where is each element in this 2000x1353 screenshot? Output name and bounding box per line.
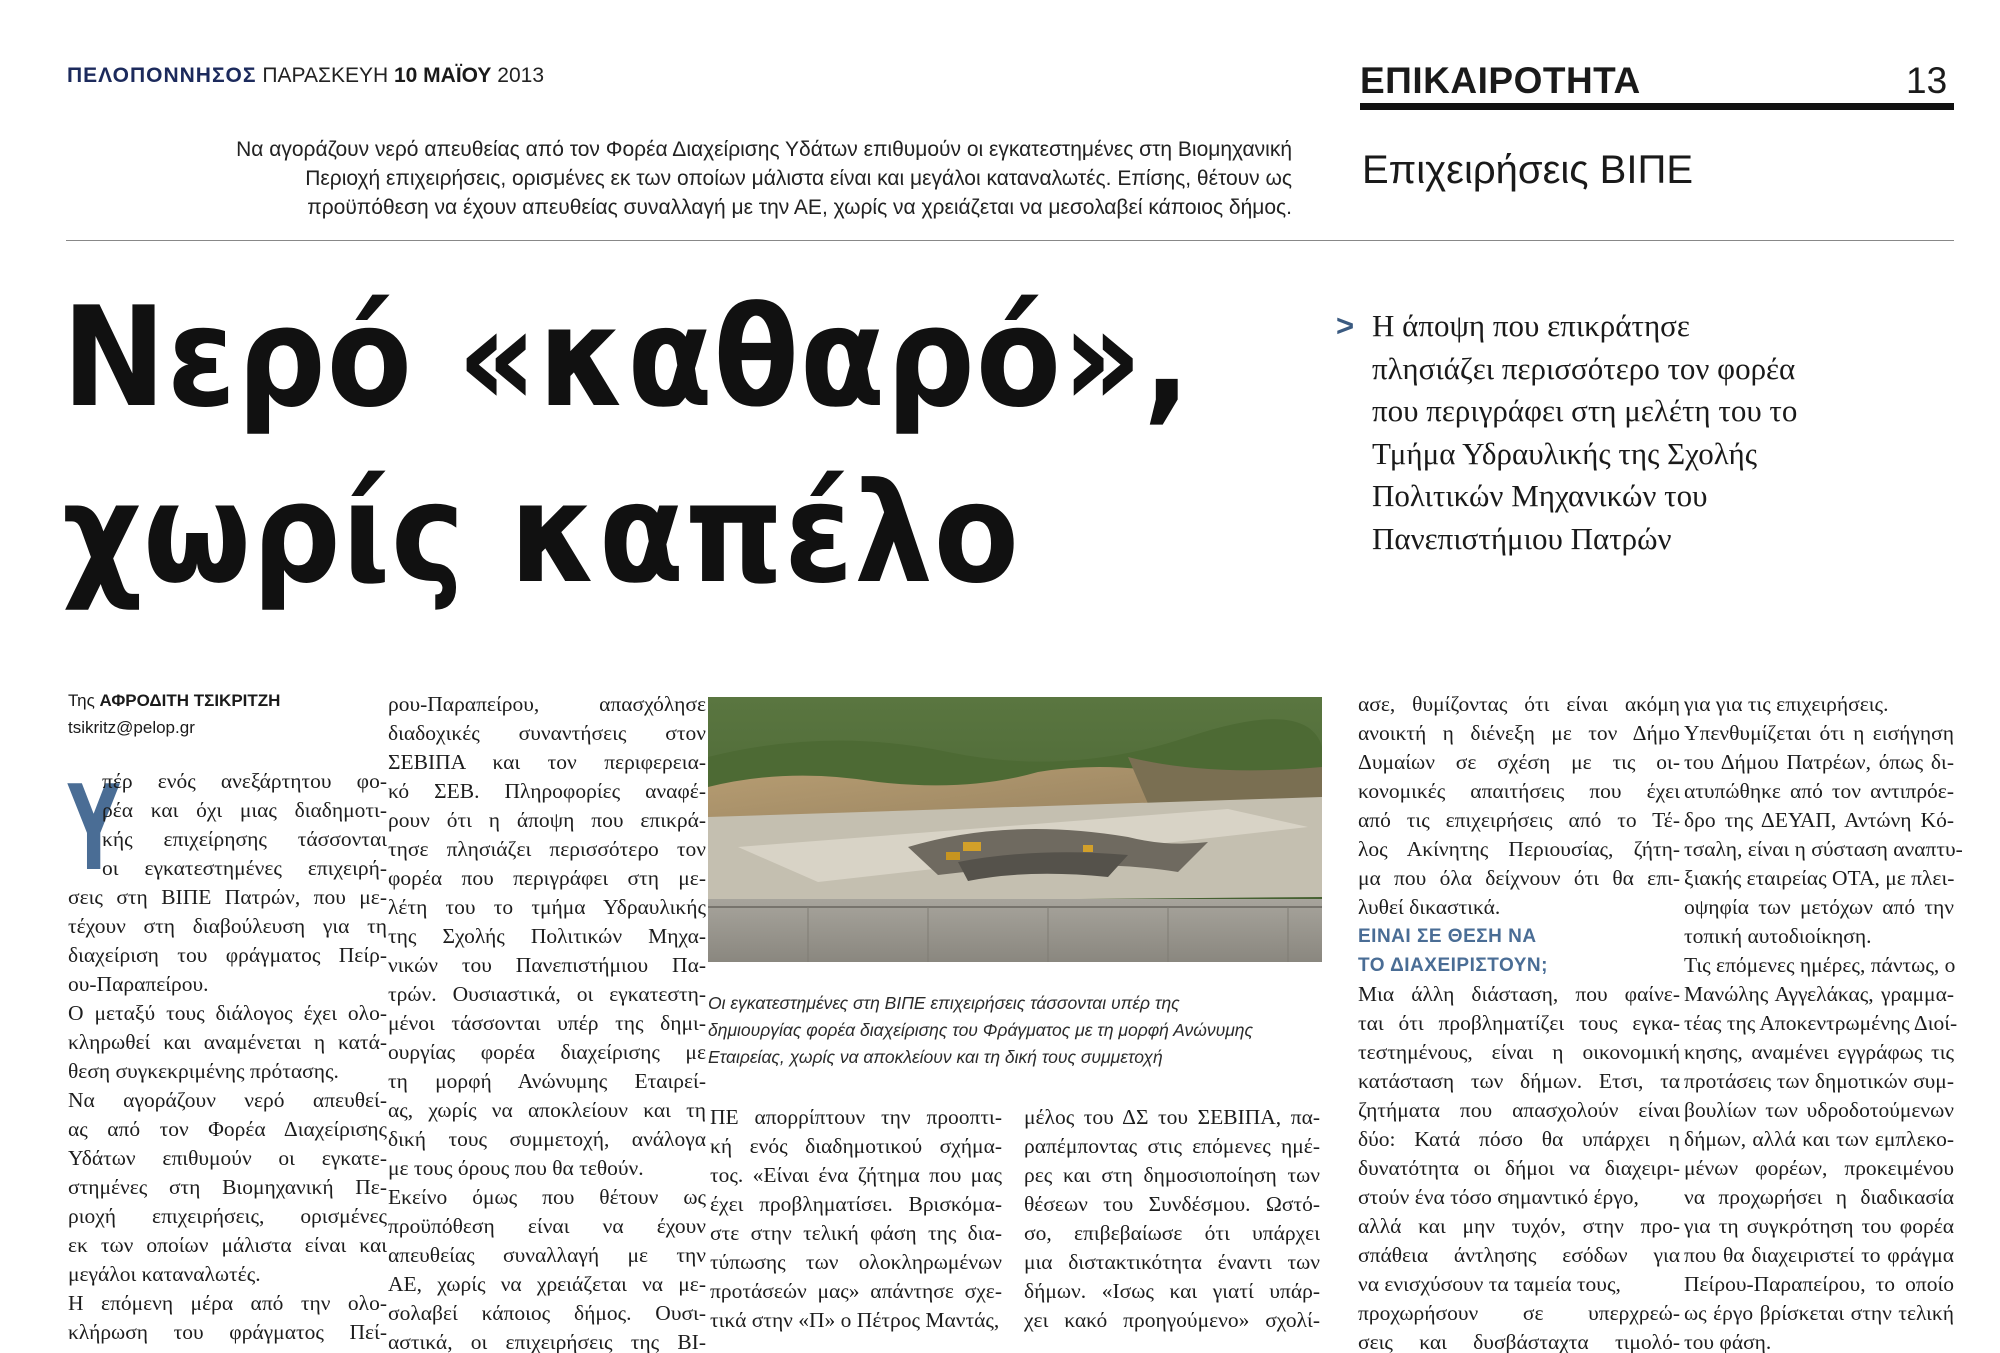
pull-quote-line: πλησιάζει περισσότερο τον φορέα bbox=[1372, 350, 1796, 386]
caption-line: Εταιρείας, χωρίς να αποκλείουν και τη δική τους συμμετοχή bbox=[708, 1047, 1163, 1067]
text-line: στημένες στη Βιομηχανική Πε- bbox=[68, 1175, 387, 1199]
text-line: δύο: Κατά πόσο θα υπάρχει η bbox=[1358, 1127, 1680, 1151]
text-line: ως έργο βρίσκεται στην τελική bbox=[1684, 1301, 1954, 1325]
subhead-line: ΕΙΝΑΙ ΣΕ ΘΕΣΗ ΝΑ bbox=[1358, 926, 1537, 947]
text-line: της Σχολής Πολιτικών Μηχα- bbox=[388, 924, 706, 948]
text-line: κονομικές απαιτήσεις που έχει bbox=[1358, 779, 1680, 803]
text-line: σο, επιβεβαίωσε ότι υπάρχει bbox=[1024, 1221, 1320, 1245]
text-line: προχωρήσουν σε υπερχρεώ- bbox=[1358, 1301, 1680, 1325]
text-line: αστικά, οι επιχειρήσεις της ΒΙ- bbox=[388, 1330, 706, 1353]
text-line: λυθεί δικαστικά. bbox=[1358, 895, 1501, 919]
text-line: Ο μεταξύ τους διάλογος έχει ολο- bbox=[68, 1001, 387, 1025]
text-line: Μια άλλη διάσταση, που φαίνε- bbox=[1358, 982, 1680, 1006]
section-subhead bbox=[1358, 922, 1680, 980]
text-line: ανοικτή η διένεξη με τον Δήμο bbox=[1358, 721, 1680, 745]
text-line: τεστημένους, είναι η οικονομική bbox=[1358, 1040, 1680, 1064]
text-line: κής επιχείρησης τάσσονται bbox=[102, 827, 387, 851]
text-line: Εκείνο όμως που θέτουν ως bbox=[388, 1185, 706, 1209]
text-line: ται ότι προβληματίζει τους εγκα- bbox=[1358, 1011, 1680, 1035]
text-line: ΑΕ, χωρίς να χρειάζεται να με- bbox=[388, 1272, 706, 1296]
headline-line: Νερό «καθαρό», bbox=[62, 277, 1192, 438]
text-line: φορέα που περιγράφει στη με- bbox=[388, 866, 706, 890]
text-line: τύπωσης των ολοκληρωμένων bbox=[710, 1250, 1002, 1274]
text-line: Τις επόμενες ημέρες, πάντως, ο bbox=[1684, 953, 1956, 977]
text-line: Υπενθυμίζεται ότι η εισήγηση bbox=[1684, 721, 1954, 745]
text-line: εκ των οποίων μάλιστα είναι και bbox=[68, 1233, 387, 1257]
byline-author: ΑΦΡΟΔΙΤΗ ΤΣΙΚΡΙΤΖΗ bbox=[99, 691, 281, 710]
text-line: Μανώλης Αγγελάκας, γραμμα- bbox=[1684, 982, 1954, 1006]
text-line: τσαλη, είναι η σύσταση αναπτυ- bbox=[1684, 837, 1963, 861]
pull-quote bbox=[1336, 305, 1880, 560]
text-line: σπάθεια άντλησης εσόδων για bbox=[1358, 1243, 1680, 1267]
text-line: κή ενός διαδημοτικού σχήμα- bbox=[710, 1134, 1002, 1158]
text-line: διαδοχικές συναντήσεις στον bbox=[388, 721, 706, 745]
text-line: του φάση. bbox=[1684, 1330, 1772, 1353]
text-line: ατυπώθηκε από τον αντιπρόε- bbox=[1684, 779, 1954, 803]
text-line: ρουν ότι η άποψη που επικρά- bbox=[388, 808, 706, 832]
text-line: σεις στη ΒΙΠΕ Πατρών, που με- bbox=[68, 885, 387, 909]
text-line: κησης, αναμένει εγγράφως τις bbox=[1684, 1040, 1954, 1064]
text-line: χει κακό προηγούμενο» σχολί- bbox=[1024, 1308, 1320, 1332]
text-line: από τις επιχειρήσεις από το Τέ- bbox=[1358, 808, 1680, 832]
text-line: Η επόμενη μέρα από την ολο- bbox=[68, 1291, 387, 1315]
section-title: ΕΠΙΚΑΙΡΟΤΗΤΑ bbox=[1360, 60, 1641, 101]
subhead-line: ΤΟ ΔΙΑΧΕΙΡΙΣΤΟΥΝ; bbox=[1358, 955, 1548, 976]
issue-date: 10 ΜΑΪΟΥ bbox=[393, 64, 492, 87]
page-number: 13 bbox=[1906, 60, 1948, 101]
text-line: ας από τον Φορέα Διαχείρισης bbox=[68, 1117, 387, 1141]
text-line: μεγάλοι καταναλωτές. bbox=[68, 1262, 261, 1286]
text-line: προϋπόθεση είναι να έχουν bbox=[388, 1214, 706, 1238]
text-line: ζητήματα που απασχολούν είναι bbox=[1358, 1098, 1680, 1122]
text-line: τη μορφή Ανώνυμης Εταιρεί- bbox=[388, 1069, 706, 1093]
text-line: κό ΣΕΒ. Πληροφορίες αναφέ- bbox=[388, 779, 706, 803]
author-email[interactable]: tsikritz@pelop.gr bbox=[68, 718, 195, 737]
intro-line: Περιοχή επιχειρήσεις, ορισμένες εκ των οποίων μάλιστα είναι και μεγάλοι καταναλωτές. Επίσης, θέτουν ως bbox=[305, 167, 1292, 190]
text-line: προτάσεις των δημοτικών συμ- bbox=[1684, 1069, 1954, 1093]
text-line: προτάσεών μας» απάντησε σχε- bbox=[710, 1279, 1002, 1303]
text-line: Υδάτων επιθυμούν οι εγκατε- bbox=[68, 1146, 387, 1170]
text-line: ασε, θυμίζοντας ότι είναι ακόμη bbox=[1358, 692, 1680, 716]
text-line: βουλίων των υδροδοτούμενων bbox=[1684, 1098, 1954, 1122]
text-line: μέλος του ΔΣ του ΣΕΒΙΠΑ, πα- bbox=[1024, 1105, 1320, 1129]
dam-photo bbox=[708, 697, 1322, 962]
text-line: τικά στην «Π» ο Πέτρος Μαντάς, bbox=[710, 1308, 1000, 1332]
text-line: ας, χωρίς να αποκλείουν και τη bbox=[388, 1098, 706, 1122]
text-line: τέας της Αποκεντρωμένης Διοί- bbox=[1684, 1011, 1958, 1035]
text-line: δήμων. «Ισως και γιατί υπάρ- bbox=[1024, 1279, 1320, 1303]
intro-line: προϋπόθεση να έχουν απευθείας συναλλαγή με την ΑΕ, χωρίς να χρειάζεται να μεσολαβεί κάποιος δήμος. bbox=[307, 196, 1292, 219]
pull-quote-line: Πολιτικών Μηχανικών του bbox=[1372, 478, 1708, 513]
text-line: τησε πλησιάζει περισσότερο τον bbox=[388, 837, 706, 861]
text-line: τέχουν στη διαβούλευση για τη bbox=[68, 914, 387, 938]
header-divider bbox=[66, 240, 1954, 241]
text-line: δυνατότητα οι δήμοι να διαχειρι- bbox=[1358, 1156, 1680, 1180]
text-line: ραπέμποντας στις επόμενες ημέ- bbox=[1024, 1134, 1320, 1158]
article-column-2 bbox=[388, 690, 706, 1353]
text-line: Δυμαίων σε σχέση με τις οι- bbox=[1358, 750, 1680, 774]
text-line: λέτη του το τμήμα Υδραυλικής bbox=[388, 895, 706, 919]
newspaper-name: ΠΕΛΟΠΟΝΝΗΣΟΣ bbox=[67, 64, 257, 87]
text-line: για τη συγκρότηση του φορέα bbox=[1684, 1214, 1954, 1238]
drop-cap: Υ bbox=[68, 759, 120, 897]
subsection-title: Επιχειρήσεις ΒΙΠΕ bbox=[1362, 148, 1694, 192]
article-column-4 bbox=[1358, 690, 1680, 1353]
byline-prefix: Της bbox=[68, 691, 95, 710]
text-line: στε στην τελική φάση της δια- bbox=[710, 1221, 1002, 1245]
text-line: ΠΕ απορρίπτουν την προοπτι- bbox=[710, 1105, 1002, 1129]
section-rule bbox=[1360, 103, 1954, 110]
text-line: θεση συγκεκριμένης πρότασης. bbox=[68, 1059, 339, 1083]
pull-quote-line: Τμήμα Υδραυλικής της Σχολής bbox=[1372, 435, 1757, 471]
headline-line: χωρίς καπέλο bbox=[62, 453, 1020, 614]
text-line: ρες και στη δημοσιοποίηση των bbox=[1024, 1163, 1320, 1187]
article-column-3a bbox=[710, 1103, 1002, 1335]
caption-line: Οι εγκατεστημένες στη ΒΙΠΕ επιχειρήσεις τάσσονται υπέρ της bbox=[708, 993, 1180, 1013]
article-headline bbox=[62, 270, 1362, 622]
issue-year: 2013 bbox=[497, 64, 544, 87]
text-line: ΣΕΒΙΠΑ και τον περιφερεια- bbox=[388, 750, 706, 774]
text-line: ξιακής εταιρείας ΟΤΑ, με πλει- bbox=[1684, 866, 1955, 890]
text-line: ρέα και όχι μιας διαδημοτι- bbox=[102, 798, 387, 822]
text-line: αλλά και μην τυχόν, στην προ- bbox=[1358, 1214, 1680, 1238]
intro-line: Να αγοράζουν νερό απευθείας από τον Φορέα Διαχείρισης Υδάτων επιθυμούν οι εγκατεστημένες στη Βιομηχανική bbox=[236, 138, 1292, 161]
article-column-3b bbox=[1024, 1103, 1320, 1335]
text-line: μένων φορέων, προκειμένου bbox=[1684, 1156, 1954, 1180]
intro-summary bbox=[70, 135, 1292, 222]
caption-line: δημιουργίας φορέα διαχείρισης του Φράγματος με τη μορφή Ανώνυμης bbox=[708, 1020, 1254, 1040]
text-line: οι εγκατεστημένες επιχειρή- bbox=[102, 856, 387, 880]
text-line: θέσεων του Συνδέσμου. Ωστό- bbox=[1024, 1192, 1320, 1216]
text-line: διαχείριση του φράγματος Πείρ- bbox=[68, 943, 387, 967]
text-line: να προχωρήσει η διαδικασία bbox=[1684, 1185, 1954, 1209]
text-line: του Δήμου Πατρέων, όπως δι- bbox=[1684, 750, 1954, 774]
text-line: τος. «Είναι ένα ζήτημα που μας bbox=[710, 1163, 1002, 1187]
text-line: σεις και δυσβάσταχτα τιμολό- bbox=[1358, 1330, 1680, 1353]
text-line: στούν ένα τόσο σημαντικό έργο, bbox=[1358, 1185, 1639, 1209]
pull-quote-line: Πανεπιστήμιου Πατρών bbox=[1372, 520, 1672, 556]
text-line: τοπική αυτοδιοίκηση. bbox=[1684, 924, 1872, 948]
text-line: με τους όρους που θα τεθούν. bbox=[388, 1156, 644, 1180]
text-line: απευθείας συναλλαγή με την bbox=[388, 1243, 706, 1267]
text-line: κληρωθεί και αναμένεται η κατά- bbox=[68, 1030, 387, 1054]
quote-arrow-icon: > bbox=[1336, 308, 1355, 343]
text-line: σολαβεί κάποιος δήμος. Ουσι- bbox=[388, 1301, 706, 1325]
text-line: Να αγοράζουν νερό απευθεί- bbox=[68, 1088, 387, 1112]
text-line: έχει προβληματίσει. Βρισκόμα- bbox=[710, 1192, 1002, 1216]
text-line: ου-Παραπείρου. bbox=[68, 972, 209, 996]
pull-quote-line: Η άποψη που επικράτησε bbox=[1372, 308, 1690, 343]
text-line: για για τις επιχειρήσεις. bbox=[1684, 692, 1889, 716]
text-line: που θα διαχειριστεί το φράγμα bbox=[1684, 1243, 1954, 1267]
text-line: ριοχή επιχειρήσεις, ορισμένες bbox=[68, 1204, 387, 1228]
article-column-1 bbox=[68, 759, 387, 1347]
text-line: λος Ακίνητης Περιουσίας, ζήτη- bbox=[1358, 837, 1680, 861]
dam-construction-image bbox=[708, 697, 1322, 962]
pull-quote-line: που περιγράφει στη μελέτη του το bbox=[1372, 393, 1798, 428]
photo-caption bbox=[708, 990, 1322, 1071]
page-header-left bbox=[67, 64, 544, 88]
text-line: μια διστακτικότητα έναντι των bbox=[1024, 1250, 1320, 1274]
text-line: Πείρου-Παραπείρου, το οποίο bbox=[1684, 1272, 1954, 1296]
issue-day: ΠΑΡΑΣΚΕΥΗ bbox=[262, 64, 389, 87]
text-line: πέρ ενός ανεξάρτητου φο- bbox=[102, 769, 387, 793]
text-line: μένοι τάσσονται υπέρ της δημι- bbox=[388, 1011, 706, 1035]
text-line: μα που όλα δείχνουν ότι θα επι- bbox=[1358, 866, 1680, 890]
text-line: δήμων, αλλά και των εμπλεκο- bbox=[1684, 1127, 1954, 1151]
text-line: να ενισχύσουν τα ταμεία τους, bbox=[1358, 1272, 1621, 1296]
text-line: τρών. Ουσιαστικά, οι εγκατεστη- bbox=[388, 982, 706, 1006]
byline bbox=[68, 691, 280, 711]
text-line: οψηφία των μετόχων από την bbox=[1684, 895, 1954, 919]
text-line: κατάσταση των δήμων. Ετσι, τα bbox=[1358, 1069, 1680, 1093]
article-column-5 bbox=[1684, 690, 1963, 1353]
text-line: δρο της ΔΕΥΑΠ, Αντώνη Κό- bbox=[1684, 808, 1954, 832]
text-line: κλήρωση του φράγματος Πεί- bbox=[68, 1320, 387, 1344]
text-line: ουργίας φορέα διαχείρισης με bbox=[388, 1040, 706, 1064]
text-line: δική τους συμμετοχή, ανάλογα bbox=[388, 1127, 706, 1151]
text-line: ρου-Παραπείρου, απασχόλησε bbox=[388, 692, 706, 716]
text-line: νικών του Πανεπιστήμιου Πα- bbox=[388, 953, 706, 977]
